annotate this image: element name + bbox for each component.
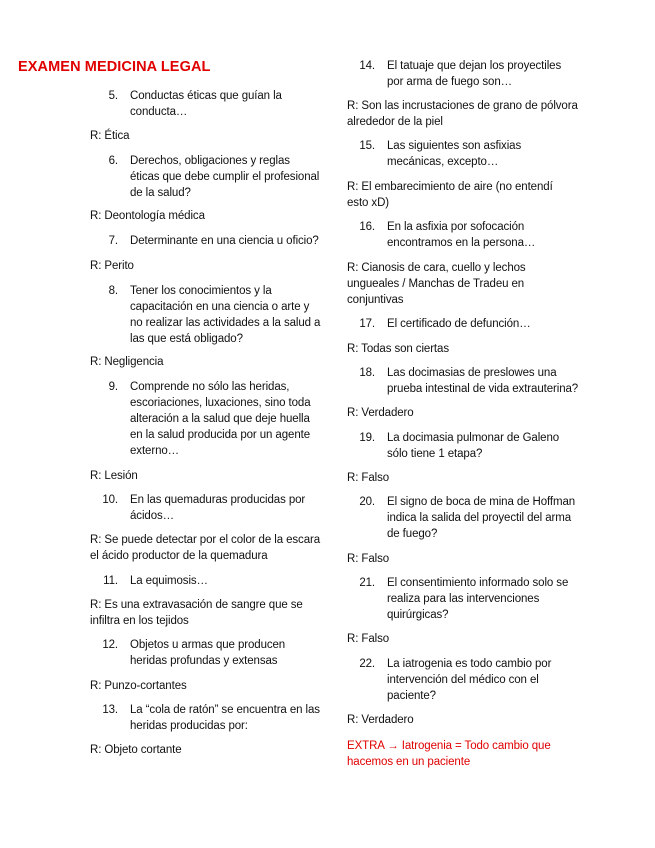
- answer-text: el ácido productor de la quemadura: [90, 550, 268, 562]
- question-text: El tatuaje que dejan los proyectiles: [387, 60, 562, 72]
- answer-text: esto xD): [347, 197, 390, 209]
- question-text: Determinante en una ciencia u oficio?: [130, 235, 319, 247]
- question-number: 22.: [359, 658, 375, 670]
- answer-text: ungueales / Manchas de Tradeu en: [347, 278, 525, 290]
- question-text: Las docimasias de preslowes una: [387, 367, 557, 379]
- question-text: Objetos u armas que producen: [130, 639, 286, 651]
- answer-text: R: Ética: [90, 130, 130, 142]
- question-number: 20.: [359, 496, 375, 508]
- question-text: de la salud?: [130, 187, 191, 199]
- question-text: La iatrogenia es todo cambio por: [387, 658, 552, 670]
- question-text: las que está obligado?: [130, 333, 243, 345]
- answer-text: R: Cianosis de cara, cuello y lechos: [347, 262, 526, 274]
- question-text: escoriaciones, luxaciones, sino toda: [130, 397, 311, 409]
- question-number: 18.: [359, 367, 375, 379]
- question-text: En las quemaduras producidas por: [130, 494, 306, 506]
- question-text: El certificado de defunción…: [387, 318, 531, 330]
- answer-text: alrededor de la piel: [347, 116, 443, 128]
- question-text: La “cola de ratón” se encuentra en las: [130, 704, 320, 716]
- question-number: 16.: [359, 221, 375, 233]
- question-number: 8.: [108, 285, 118, 297]
- question-number: 10.: [102, 494, 118, 506]
- question-text: heridas profundas y extensas: [130, 655, 278, 667]
- extra-note: hacemos en un paciente: [347, 756, 471, 768]
- answer-text: R: Negligencia: [90, 356, 164, 368]
- question-text: La equimosis…: [130, 575, 208, 587]
- answer-text: R: Perito: [90, 260, 134, 272]
- question-text: paciente?: [387, 690, 436, 702]
- question-text: prueba intestinal de vida extrauterina?: [387, 383, 579, 395]
- answer-text: R: Deontología médica: [90, 210, 205, 222]
- question-number: 21.: [359, 577, 375, 589]
- question-text: no realizar las actividades a la salud a: [130, 317, 321, 329]
- answer-text: R: Verdadero: [347, 407, 414, 419]
- question-text: conducta…: [130, 106, 188, 118]
- question-text: ácidos…: [130, 510, 175, 522]
- question-number: 9.: [108, 381, 118, 393]
- question-number: 5.: [108, 90, 118, 102]
- question-text: de fuego?: [387, 528, 438, 540]
- question-text: sólo tiene 1 etapa?: [387, 448, 483, 460]
- answer-text: R: Objeto cortante: [90, 744, 182, 756]
- answer-text: R: Todas son ciertas: [347, 343, 449, 355]
- answer-text: R: El embarecimiento de aire (no entendí: [347, 181, 553, 193]
- question-text: encontramos en la persona…: [387, 237, 536, 249]
- question-number: 7.: [108, 235, 118, 247]
- question-text: Derechos, obligaciones y reglas: [130, 155, 290, 167]
- question-text: Comprende no sólo las heridas,: [130, 381, 290, 393]
- question-text: por arma de fuego son…: [387, 76, 513, 88]
- answer-text: conjuntivas: [347, 294, 404, 306]
- question-number: 12.: [102, 639, 118, 651]
- question-text: Conductas éticas que guían la: [130, 90, 282, 102]
- question-text: heridas producidas por:: [130, 720, 248, 732]
- question-text: intervención del médico con el: [387, 674, 539, 686]
- page-title: EXAMEN MEDICINA LEGAL: [18, 59, 211, 75]
- question-text: indica la salida del proyectil del arma: [387, 512, 572, 524]
- answer-text: R: Punzo-cortantes: [90, 680, 187, 692]
- answer-text: R: Es una extravasación de sangre que se: [90, 599, 303, 611]
- question-text: Las siguientes son asfixias: [387, 140, 522, 152]
- answer-text: R: Se puede detectar por el color de la escara: [90, 534, 321, 546]
- question-text: El consentimiento informado solo se: [387, 577, 569, 589]
- answer-text: infiltra en los tejidos: [90, 615, 189, 627]
- answer-text: R: Verdadero: [347, 714, 414, 726]
- question-number: 13.: [102, 704, 118, 716]
- extra-note: EXTRA → Iatrogenia = Todo cambio que: [347, 740, 551, 752]
- question-number: 11.: [103, 575, 118, 587]
- question-text: En la asfixia por sofocación: [387, 221, 525, 233]
- question-text: alteración a la salud que deje huella: [130, 413, 310, 425]
- question-number: 14.: [359, 60, 375, 72]
- question-number: 17.: [359, 318, 375, 330]
- question-text: mecánicas, excepto…: [387, 156, 499, 168]
- question-number: 19.: [359, 432, 375, 444]
- answer-text: R: Falso: [347, 633, 390, 645]
- question-text: Tener los conocimientos y la: [130, 285, 272, 297]
- question-text: El signo de boca de mina de Hoffman: [387, 496, 576, 508]
- answer-text: R: Son las incrustaciones de grano de pólvora: [347, 100, 578, 112]
- question-text: externo…: [130, 445, 180, 457]
- answer-text: R: Lesión: [90, 470, 138, 482]
- question-text: La docimasia pulmonar de Galeno: [387, 432, 560, 444]
- question-number: 6.: [108, 155, 118, 167]
- answer-text: R: Falso: [347, 472, 390, 484]
- question-text: en la salud producida por un agente: [130, 429, 311, 441]
- question-text: quirúrgicas?: [387, 609, 449, 621]
- question-number: 15.: [359, 140, 375, 152]
- answer-text: R: Falso: [347, 553, 390, 565]
- question-text: realiza para las intervenciones: [387, 593, 540, 605]
- question-text: capacitación en una ciencia o arte y: [130, 301, 310, 313]
- question-text: éticas que debe cumplir el profesional: [130, 171, 320, 183]
